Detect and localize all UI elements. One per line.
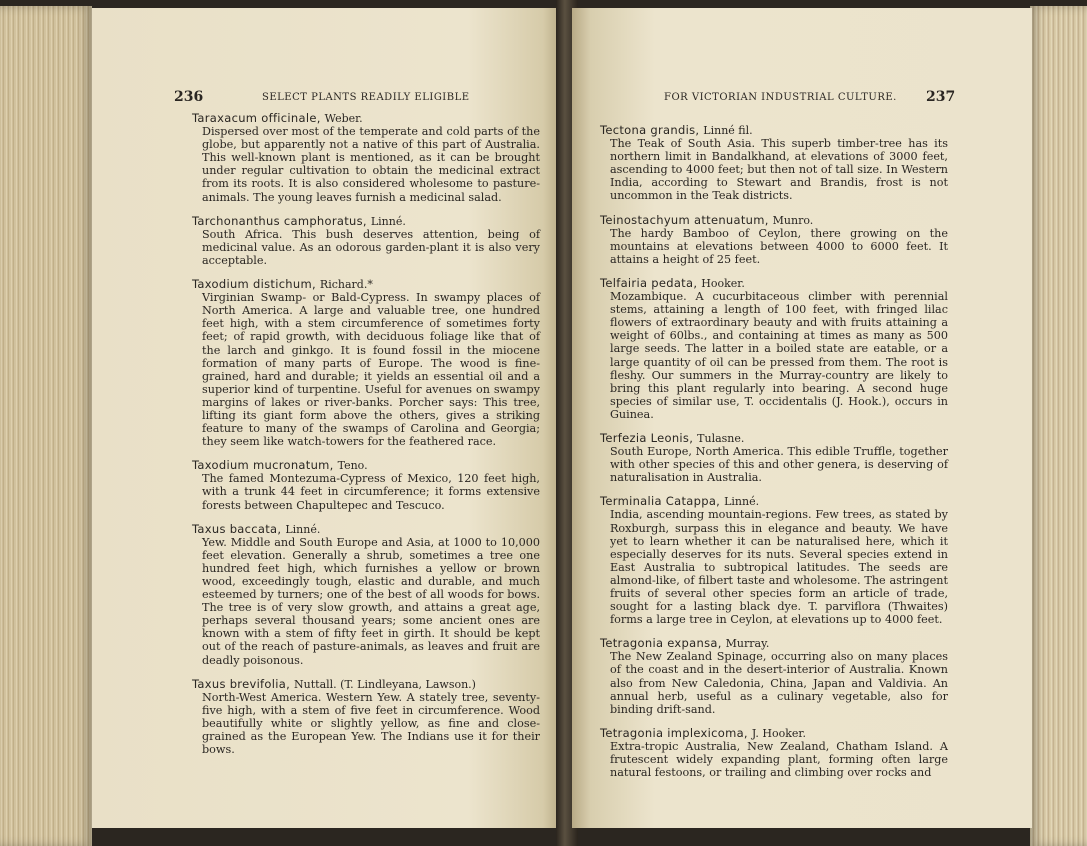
running-head: FOR VICTORIAN INDUSTRIAL CULTURE. [664, 92, 897, 103]
entry-text: Dispersed over most of the temperate and cold parts of the globe, but apparently not a native of this part of Australia. This well-known plant is mentioned, as it can be brought under regular cultivation to obtain the medicinal extract from its roots. It is also considered wholesome to pasture-animals. The young leaves furnish a medicinal salad. [202, 125, 540, 204]
left-page-block-edge [0, 6, 92, 846]
entry-name: Teinostachyum attenuatum, Munro. [600, 212, 814, 227]
entry [192, 277, 540, 449]
entry [600, 123, 948, 203]
entry-text: The Teak of South Asia. This superb timber-tree has its northern limit in Bandalkhand, at elevations of 3000 feet, ascending to 4000 feet; but then not of tall size. In Western India, according to Stewart and Brandis, frost is not uncommon in the Teak districts. [610, 137, 948, 203]
entry [600, 725, 948, 780]
entry-name: Taxus baccata, Linné. [192, 521, 321, 536]
entry-name: Tetragonia implexicoma, J. Hooker. [600, 725, 806, 740]
entry-text: Virginian Swamp- or Bald-Cypress. In swampy places of North America. A large and valuable tree, one hundred feet high, with a stem circumference of sometimes forty feet; of rapid growth, with deciduous foliage like that of the larch and ginkgo. It is found fossil in the miocene formation of many parts of Europe. The wood is fine-grained, hard and durable; it yields an essential oil and a superior kind of turpentine. Useful for avenues on swampy margins of lakes or river-banks. Porcher says: This tree, lifting its giant form above the others, gives a striking feature to many of the swamps of Carolina and Georgia; they seem like watch-towers for the feathered race. [202, 291, 540, 449]
entry [600, 275, 948, 421]
entry [600, 430, 948, 485]
entry-name: Tarchonanthus camphoratus, Linné. [192, 213, 406, 228]
left-page [92, 8, 562, 828]
entry-text: South Europe, North America. This edible Truffle, together with other species of this and other genera, is deserving of naturalisation in Australia. [610, 445, 948, 485]
entry-text: Yew. Middle and South Europe and Asia, at 1000 to 10,000 feet elevation. Generally a shrub, sometimes a tree one hundred feet high, which furnishes a yellow or brown wood, exceedingly tough, elastic and durable, and much esteemed by turners; one of the best of all woods for bows. The tree is of very slow growth, and attains a great age, perhaps several thousand years; some ancient ones are known with a stem of fifty feet in girth. It should be kept out of the reach of pasture-animals, as leaves and fruit are deadly poisonous. [202, 535, 540, 667]
running-head: SELECT PLANTS READILY ELIGIBLE [262, 92, 470, 103]
entry-text: The hardy Bamboo of Ceylon, there growing on the mountains at elevations between 4000 to 6000 feet. It attains a height of 25 feet. [610, 226, 948, 266]
entry-name: Terfezia Leonis, Tulasne. [600, 430, 745, 445]
entry-name: Terminalia Catappa, Linné. [600, 494, 760, 509]
entry-name: Taxodium distichum, Richard.* [192, 277, 373, 292]
entry [192, 521, 540, 667]
entry-text: The famed Montezuma-Cypress of Mexico, 120 feet high, with a trunk 44 feet in circumference; it forms extensive forests between Chapultepec and Tescuco. [202, 472, 540, 512]
entry-text: North-West America. Western Yew. A stately tree, seventy-five high, with a stem of five feet in circumference. Wood beautifully white or slightly yellow, as fine and close-grained as the European Yew. The Indians use it for their bows. [202, 690, 540, 757]
entry-name: Tectona grandis, Linné fil. [600, 123, 753, 137]
entry-name: Telfairia pedata, Hooker. [600, 275, 745, 290]
page-number: 236 [174, 89, 204, 105]
entry [600, 212, 948, 266]
entry [600, 636, 948, 716]
entry [600, 494, 948, 627]
entry-text: Mozambique. A cucurbitaceous climber with perennial stems, attaining a length of 100 feet, with fringed lilac flowers of extraordinary beauty and with fruits attaining a weight of 60lbs., and containing at times as many as 500 large seeds. The latter in a boiled state are eatable, or a large quantity of oil can be pressed from them. The root is fleshy. Our summers in the Murray-country are likely to bring this plant regularly into bearing. A second huge species of similar use, T. occidentalis (J. Hook.), occurs in Guinea. [610, 290, 948, 421]
page-number: 237 [926, 89, 956, 105]
entry-name: Taxodium mucronatum, Teno. [192, 458, 368, 473]
entry-text: The New Zealand Spinage, occurring also on many places of the coast and in the desert-interior of Australia. Known also from New Caledonia, China, Japan and Valdivia. An annual herb, useful as a culinary vegetable, also for binding drift-sand. [610, 650, 948, 716]
entry-name: Taxus brevifolia, Nuttall. (T. Lindleyana, Lawson.) [192, 676, 476, 691]
entry [192, 213, 540, 267]
entries-column [600, 123, 948, 790]
entry-name: Tetragonia expansa, Murray. [600, 636, 770, 651]
entry-text: Extra-tropic Australia, New Zealand, Chatham Island. A frutescent widely expanding plant, forming often large natural festoons, or trailing and climbing over rocks and [610, 739, 948, 780]
entry-text: India, ascending mountain-regions. Few trees, as stated by Roxburgh, surpass this in elegance and beauty. We have yet to learn whether it can be naturalised here, which it especially deserves for its nuts. Several species extend in East Australia to subtropical latitudes. The seeds are almond-like, of filbert taste and wholesome. The astringent fruits of several other species form an article of trade, sought for a lasting black dye. T. parviflora (Thwaites) forms a large tree in Ceylon, at elevations up to 4000 feet. [610, 508, 948, 627]
right-page-block-edge [1030, 6, 1087, 846]
entry [192, 111, 540, 204]
entry [192, 458, 540, 512]
entries-column [192, 111, 540, 767]
entry-text: South Africa. This bush deserves attention, being of medicinal value. As an odorous garden-plant it is also very acceptable. [202, 227, 540, 267]
entry-name: Taraxacum officinale, Weber. [192, 111, 363, 125]
right-page [572, 8, 1032, 828]
entry [192, 676, 540, 757]
